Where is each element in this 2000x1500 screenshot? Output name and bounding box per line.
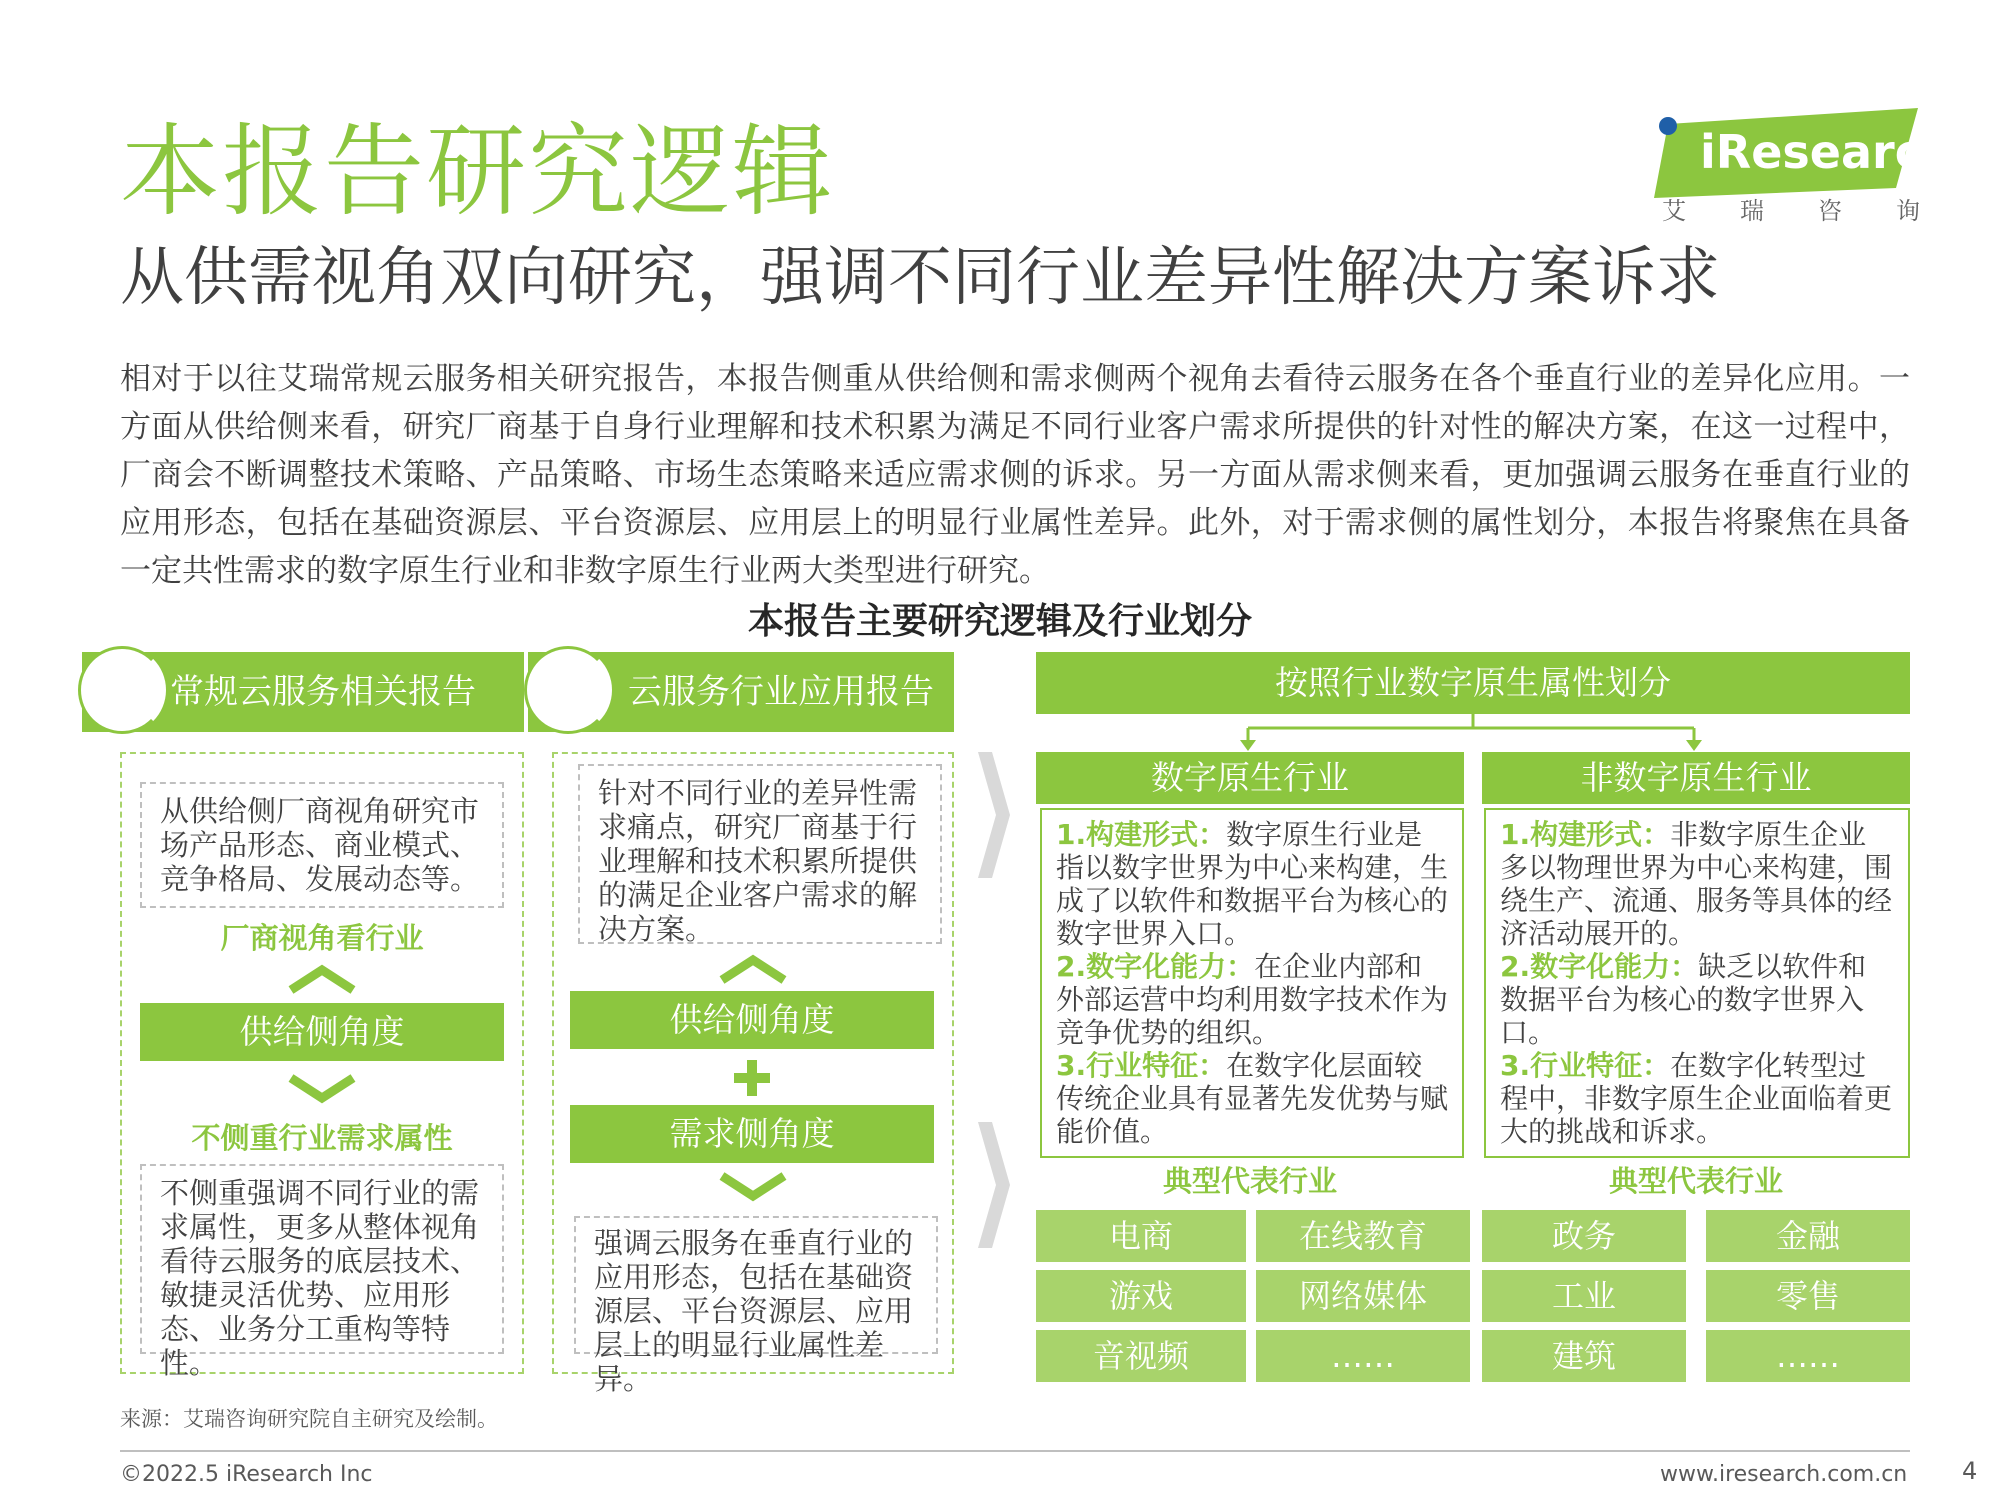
tab-circle-icon	[78, 646, 166, 734]
digital-item-3: 3.行业特征：在数字化层面较传统企业具有显著先发优势与赋能价值。	[1056, 1049, 1449, 1148]
page-title: 本报告研究逻辑	[120, 113, 834, 230]
chevron-down-icon	[287, 1072, 357, 1106]
non-digital-item-3: 3.行业特征：在数字化转型过程中，非数字原生企业面临着更大的挑战和诉求。	[1500, 1049, 1893, 1148]
non-digital-rep-label: 典型代表行业	[1608, 1164, 1783, 1198]
left-bottom-text: 不侧重强调不同行业的需求属性，更多从整体视角看待云服务的底层技术、敏捷灵活优势、应用形态、业务分工重构等特性。	[140, 1164, 504, 1354]
page-number: 4	[1962, 1457, 1978, 1485]
digital-native-box	[1040, 808, 1464, 1158]
digital-native-title: 数字原生行业	[1036, 752, 1464, 804]
non-digital-item-2: 2.数字化能力：缺乏以软件和数据平台为核心的数字世界入口。	[1500, 950, 1867, 1049]
industry-tag: 金融	[1706, 1210, 1910, 1262]
copyright: ©2022.5 iResearch Inc	[120, 1462, 373, 1487]
digital-item-1: 1.构建形式：数字原生行业是指以数字世界为中心来构建，生成了以软件和数据平台为核心的数字世界入口。	[1056, 818, 1449, 950]
industry-tag: 在线教育	[1256, 1210, 1470, 1262]
intro-paragraph: 相对于以往艾瑞常规云服务相关研究报告，本报告侧重从供给侧和需求侧两个视角去看待云服务在各个垂直行业的差异化应用。一方面从供给侧来看，研究厂商基于自身行业理解和技术积累为满足不同行业客户需求所提供的针对性的解决方案，在这一过程中，厂商会不断调整技术策略、产品策略、市场生态策略来适应需求侧的诉求。另一方面从需求侧来看，更加强调云服务在垂直行业的应用形态，包括在基础资源层、平台资源层、应用层上的明显行业属性差异。此外，对于需求侧的属性划分，本报告将聚焦在具备一定共性需求的数字原生行业和非数字原生行业两大类型进行研究。	[120, 361, 1910, 589]
chevron-up-icon	[287, 962, 357, 996]
section-title: 本报告主要研究逻辑及行业划分	[747, 601, 1252, 642]
left-top-text: 从供给侧厂商视角研究市场产品形态、商业模式、竞争格局、发展动态等。	[140, 782, 504, 908]
arrow-right-icon	[976, 752, 1012, 878]
left-label-top: 厂商视角看行业	[220, 921, 424, 955]
digital-rep-label: 典型代表行业	[1162, 1164, 1337, 1198]
industry-tag: 零售	[1706, 1270, 1910, 1322]
website-link[interactable]: www.iresearch.com.cn	[1660, 1462, 1908, 1487]
industry-tag: 音视频	[1036, 1330, 1246, 1382]
logo-chinese: 艾 瑞 咨 询	[1662, 197, 1920, 225]
page-subtitle: 从供需视角双向研究，强调不同行业差异性解决方案诉求	[120, 241, 1720, 315]
industry-tag: ……	[1706, 1330, 1910, 1382]
non-digital-item-1: 1.构建形式：非数字原生企业多以物理世界为中心来构建，围绕生产、流通、服务等具体的经济活动展开的。	[1500, 818, 1893, 950]
industry-tag: 建筑	[1482, 1330, 1686, 1382]
footer-divider	[120, 1450, 1910, 1452]
source-note: 来源：艾瑞咨询研究院自主研究及绘制。	[120, 1407, 498, 1431]
industry-tag: ……	[1256, 1330, 1470, 1382]
industry-tag: 工业	[1482, 1270, 1686, 1322]
industry-tag: 政务	[1482, 1210, 1686, 1262]
chevron-down-icon	[718, 1170, 788, 1204]
logo-wordmark: iResearch	[1700, 125, 1955, 179]
plus-icon	[732, 1058, 772, 1098]
middle-bottom-text: 强调云服务在垂直行业的应用形态，包括在基础资源层、平台资源层、应用层上的明显行业属性差异。	[574, 1216, 938, 1354]
chevron-up-icon	[718, 952, 788, 986]
branch-connector	[1036, 714, 1910, 752]
industry-tag: 电商	[1036, 1210, 1246, 1262]
arrow-right-icon	[976, 1122, 1012, 1248]
industry-tag: 游戏	[1036, 1270, 1246, 1322]
left-supply-bar: 供给侧角度	[140, 1003, 504, 1061]
tab-regular-cloud-report: 常规云服务相关报告	[82, 652, 524, 732]
tab-circle-icon	[524, 646, 612, 734]
non-digital-native-box	[1484, 808, 1910, 1158]
left-label-bottom: 不侧重行业需求属性	[191, 1121, 453, 1155]
classification-header: 按照行业数字原生属性划分	[1036, 652, 1910, 714]
middle-demand-bar: 需求侧角度	[570, 1105, 934, 1163]
digital-item-2: 2.数字化能力：在企业内部和外部运营中均利用数字技术作为竞争优势的组织。	[1056, 950, 1449, 1049]
middle-supply-bar: 供给侧角度	[570, 991, 934, 1049]
non-digital-native-title: 非数字原生行业	[1482, 752, 1910, 804]
tab-cloud-industry-report: 云服务行业应用报告	[528, 652, 954, 732]
middle-top-text: 针对不同行业的差异性需求痛点，研究厂商基于行业理解和技术积累所提供的满足企业客户需求的解决方案。	[578, 764, 942, 944]
industry-tag: 网络媒体	[1256, 1270, 1470, 1322]
